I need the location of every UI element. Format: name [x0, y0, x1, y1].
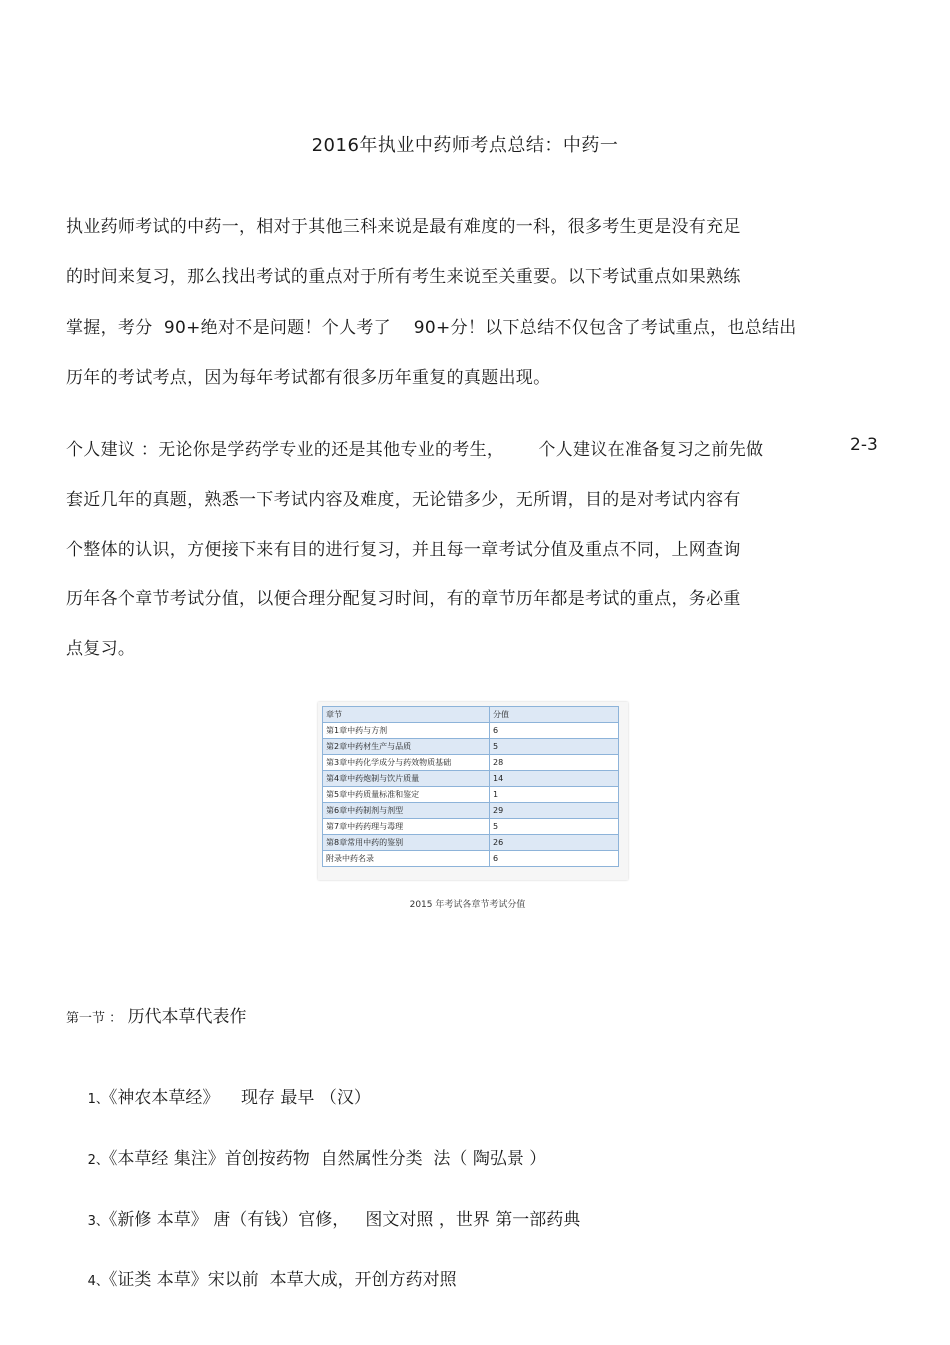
table-caption: 2015 年考试各章节考试分值 — [409, 900, 526, 910]
header-chapter: 章节 — [323, 707, 490, 723]
list-item — [66, 1185, 580, 1250]
item-text: 《本草经 集注》首创按药物 自然属性分类 法（ 陶弘景 ） — [108, 1149, 547, 1169]
table-row — [323, 739, 619, 755]
paragraph-line: 个人建议 ：无论你是学药学专业的还是其他专业的考生， 个人建议在准备复习之前先做 — [66, 440, 764, 460]
paragraph-line: 套近几年的真题，熟悉一下考试内容及难度，无论错多少，无所谓，目的是对考试内容有 — [66, 490, 741, 510]
table-row — [323, 819, 619, 835]
score-cell: 28 — [490, 755, 619, 771]
score-cell: 5 — [490, 819, 619, 835]
item-number: 2、 — [87, 1153, 109, 1168]
chapter-cell: 第1章中药与方剂 — [323, 723, 490, 739]
list-item — [66, 1124, 546, 1189]
header-score: 分值 — [490, 707, 619, 723]
chapter-cell: 第8章常用中药的鉴别 — [323, 835, 490, 851]
list-item — [66, 1063, 371, 1128]
score-cell: 5 — [490, 739, 619, 755]
chapter-cell: 附录中药名录 — [323, 851, 490, 867]
paragraph-number: 2-3 — [850, 435, 878, 455]
section-title: 历代本草代表作 — [127, 1007, 247, 1027]
score-cell: 29 — [490, 803, 619, 819]
paragraph-line: 执业药师考试的中药一，相对于其他三科来说是最有难度的一科，很多考生更是没有充足 — [66, 217, 741, 237]
paragraph-line: 历年的考试考点，因为每年考试都有很多历年重复的真题出现。 — [66, 368, 551, 388]
chapter-cell: 第2章中药材生产与品质 — [323, 739, 490, 755]
item-number: 1、 — [87, 1092, 109, 1107]
table-row — [323, 835, 619, 851]
chapter-cell: 第3章中药化学成分与药效物质基础 — [323, 755, 490, 771]
table-row — [323, 851, 619, 867]
chapter-cell: 第4章中药炮制与饮片质量 — [323, 771, 490, 787]
paragraph-line: 历年各个章节考试分值，以便合理分配复习时间，有的章节历年都是考试的重点，务必重 — [66, 589, 741, 609]
chapter-cell: 第7章中药药理与毒理 — [323, 819, 490, 835]
table-row — [323, 755, 619, 771]
paragraph-line: 掌握，考分 90+绝对不是问题！个人考了 90+分！以下总结不仅包含了考试重点，也总结出 — [66, 318, 797, 338]
table-header-row — [323, 707, 619, 723]
item-text: 《新修 本草》 唐（有钱）官修， 图文对照 ，世界 第一部药典 — [108, 1210, 581, 1230]
table-row — [323, 723, 619, 739]
chapter-cell: 第5章中药质量标准和鉴定 — [323, 787, 490, 803]
page-title: 2016年执业中药师考点总结：中药一 — [311, 135, 619, 156]
score-table — [322, 706, 619, 867]
section-prefix: 第一节 — [66, 1011, 106, 1026]
score-cell: 26 — [490, 835, 619, 851]
item-number: 4、 — [87, 1274, 109, 1289]
table-row — [323, 787, 619, 803]
section-separator: ： — [105, 1011, 123, 1026]
item-text: 《神农本草经》 现存 最早 （汉） — [108, 1088, 371, 1108]
item-number: 3、 — [87, 1214, 109, 1229]
table-row — [323, 771, 619, 787]
score-cell: 1 — [490, 787, 619, 803]
score-table-image — [318, 702, 628, 880]
chapter-cell: 第6章中药制剂与剂型 — [323, 803, 490, 819]
score-cell: 14 — [490, 771, 619, 787]
score-cell: 6 — [490, 851, 619, 867]
paragraph-line: 的时间来复习，那么找出考试的重点对于所有考生来说至关重要。以下考试重点如果熟练 — [66, 267, 741, 287]
table-row — [323, 803, 619, 819]
paragraph-line: 点复习。 — [66, 639, 136, 659]
section-heading — [66, 1002, 247, 1027]
item-text: 《证类 本草》宋以前 本草大成，开创方药对照 — [108, 1270, 457, 1290]
list-item — [66, 1245, 457, 1310]
score-cell: 6 — [490, 723, 619, 739]
paragraph-line: 个整体的认识，方便接下来有目的进行复习，并且每一章考试分值及重点不同，上网查询 — [66, 540, 741, 560]
